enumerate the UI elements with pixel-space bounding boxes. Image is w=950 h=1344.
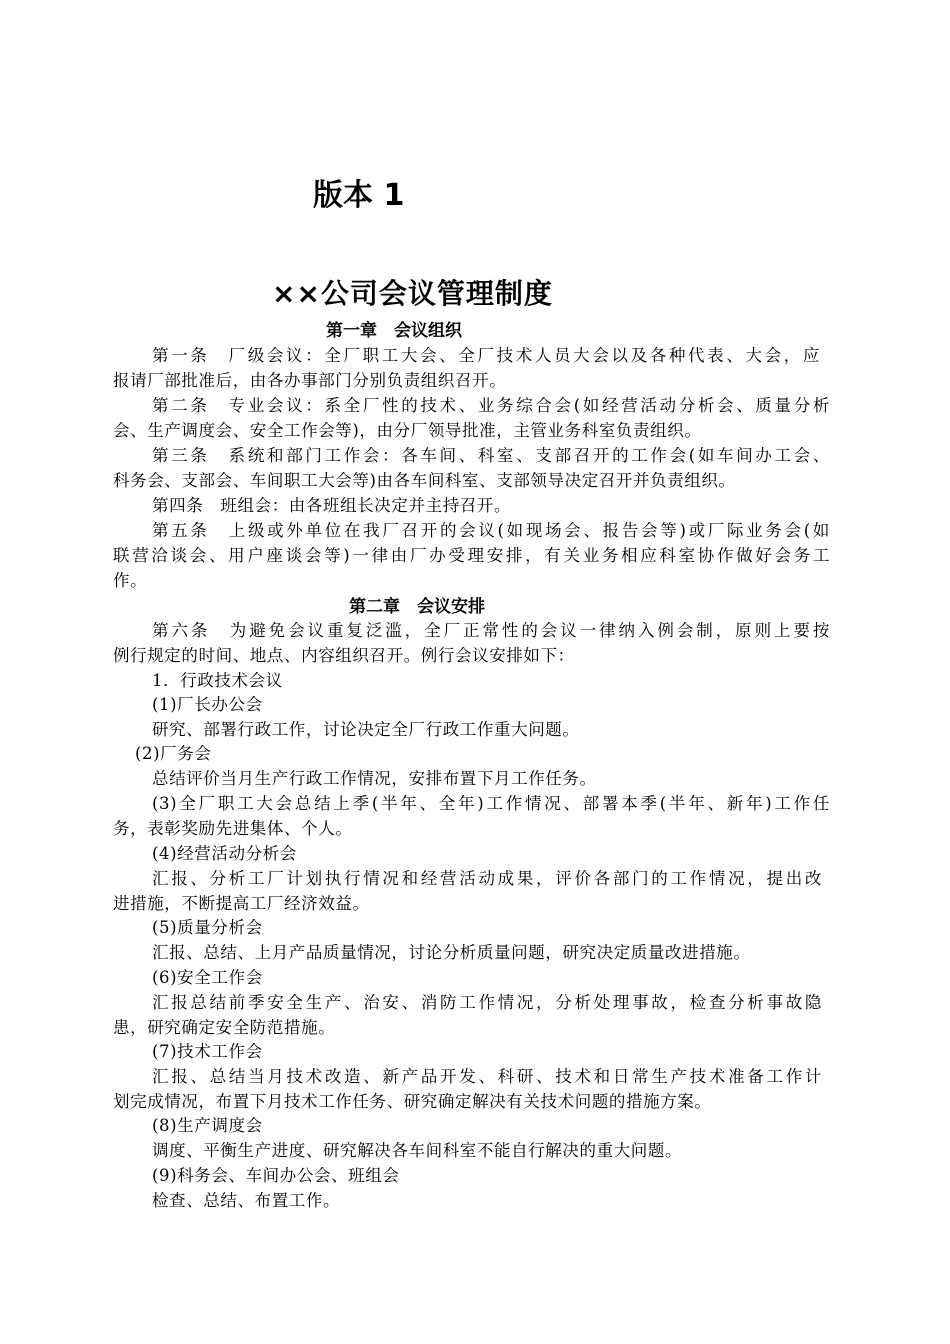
article-line: 报请厂部批准后，由各办事部门分别负责组织召开。 bbox=[113, 371, 507, 390]
article-line: 第四条 班组会：由各班组长决定并主持召开。 bbox=[152, 496, 512, 515]
article-line: 第五条 上级或外单位在我厂召开的会议(如现场会、报告会等)或厂际业务会(如 bbox=[152, 521, 830, 540]
meeting-desc: 检查、总结、布置工作。 bbox=[152, 1191, 341, 1210]
meeting-name: (7)技术工作会 bbox=[152, 1042, 263, 1061]
article-line: 第六条 为避免会议重复泛滥，全厂正常性的会议一律纳入例会制，原则上要按 bbox=[152, 621, 830, 640]
article-line: 第二条 专业会议：系全厂性的技术、业务综合会(如经营活动分析会、质量分析 bbox=[152, 396, 830, 415]
meeting-name: (8)生产调度会 bbox=[152, 1116, 263, 1135]
chapter-heading: 第一章 会议组织 bbox=[326, 321, 462, 341]
article-line: 联营洽谈会、用户座谈会等)一律由厂办受理安排，有关业务相应科室协作做好会务工 bbox=[113, 546, 830, 565]
meeting-name: (4)经营活动分析会 bbox=[152, 844, 297, 863]
article-line: 第三条 系统和部门工作会：各车间、科室、支部召开的工作会(如车间办工会、 bbox=[152, 446, 830, 465]
version-label: 版本 1 bbox=[313, 178, 405, 213]
article-line: 科务会、支部会、车间职工大会等)由各车间科室、支部领导决定召开并负责组织。 bbox=[113, 471, 736, 490]
document-title: ××公司会议管理制度 bbox=[272, 277, 553, 310]
section-heading: 1．行政技术会议 bbox=[152, 671, 283, 690]
meeting-desc: 务，表彰奖励先进集体、个人。 bbox=[113, 819, 353, 838]
meeting-name: (5)质量分析会 bbox=[152, 918, 263, 937]
meeting-desc: 汇报总结前季安全生产、治安、消防工作情况，分析处理事故，检查分析事故隐 bbox=[152, 993, 822, 1012]
article-line: 会、生产调度会、安全工作会等)，由分厂领导批准，主管业务科室负责组织。 bbox=[113, 421, 702, 440]
meeting-desc: 进措施，不断提高工厂经济效益。 bbox=[113, 894, 370, 913]
meeting-name: (2)厂务会 bbox=[135, 744, 212, 763]
article-line: 例行规定的时间、地点、内容组织召开。例行会议安排如下： bbox=[113, 646, 575, 665]
meeting-desc: (3)全厂职工大会总结上季(半年、全年)工作情况、部署本季(半年、新年)工作任 bbox=[152, 794, 830, 813]
meeting-desc: 研究、部署行政工作，讨论决定全厂行政工作重大问题。 bbox=[152, 720, 580, 739]
chapter-heading: 第二章 会议安排 bbox=[349, 597, 485, 617]
article-line: 第一条 厂级会议：全厂职工大会、全厂技术人员大会以及各种代表、大会，应 bbox=[152, 346, 820, 365]
meeting-name: (9)科务会、车间办公会、班组会 bbox=[152, 1166, 400, 1185]
meeting-name: (1)厂长办公会 bbox=[152, 695, 263, 714]
article-line: 作。 bbox=[113, 571, 148, 590]
meeting-desc: 患，研究确定安全防范措施。 bbox=[113, 1018, 336, 1037]
meeting-name: (6)安全工作会 bbox=[152, 968, 263, 987]
meeting-desc: 汇报、总结当月技术改造、新产品开发、科研、技术和日常生产技术准备工作计 bbox=[152, 1067, 822, 1086]
meeting-desc: 总结评价当月生产行政工作情况，安排布置下月工作任务。 bbox=[152, 769, 597, 788]
meeting-desc: 汇报、分析工厂计划执行情况和经营活动成果，评价各部门的工作情况，提出改 bbox=[152, 869, 822, 888]
meeting-desc: 汇报、总结、上月产品质量情况，讨论分析质量问题，研究决定质量改进措施。 bbox=[152, 943, 751, 962]
meeting-desc: 调度、平衡生产进度、研究解决各车间科室不能自行解决的重大问题。 bbox=[152, 1141, 683, 1160]
meeting-desc: 划完成情况，布置下月技术工作任务、研究确定解决有关技术问题的措施方案。 bbox=[113, 1092, 712, 1111]
